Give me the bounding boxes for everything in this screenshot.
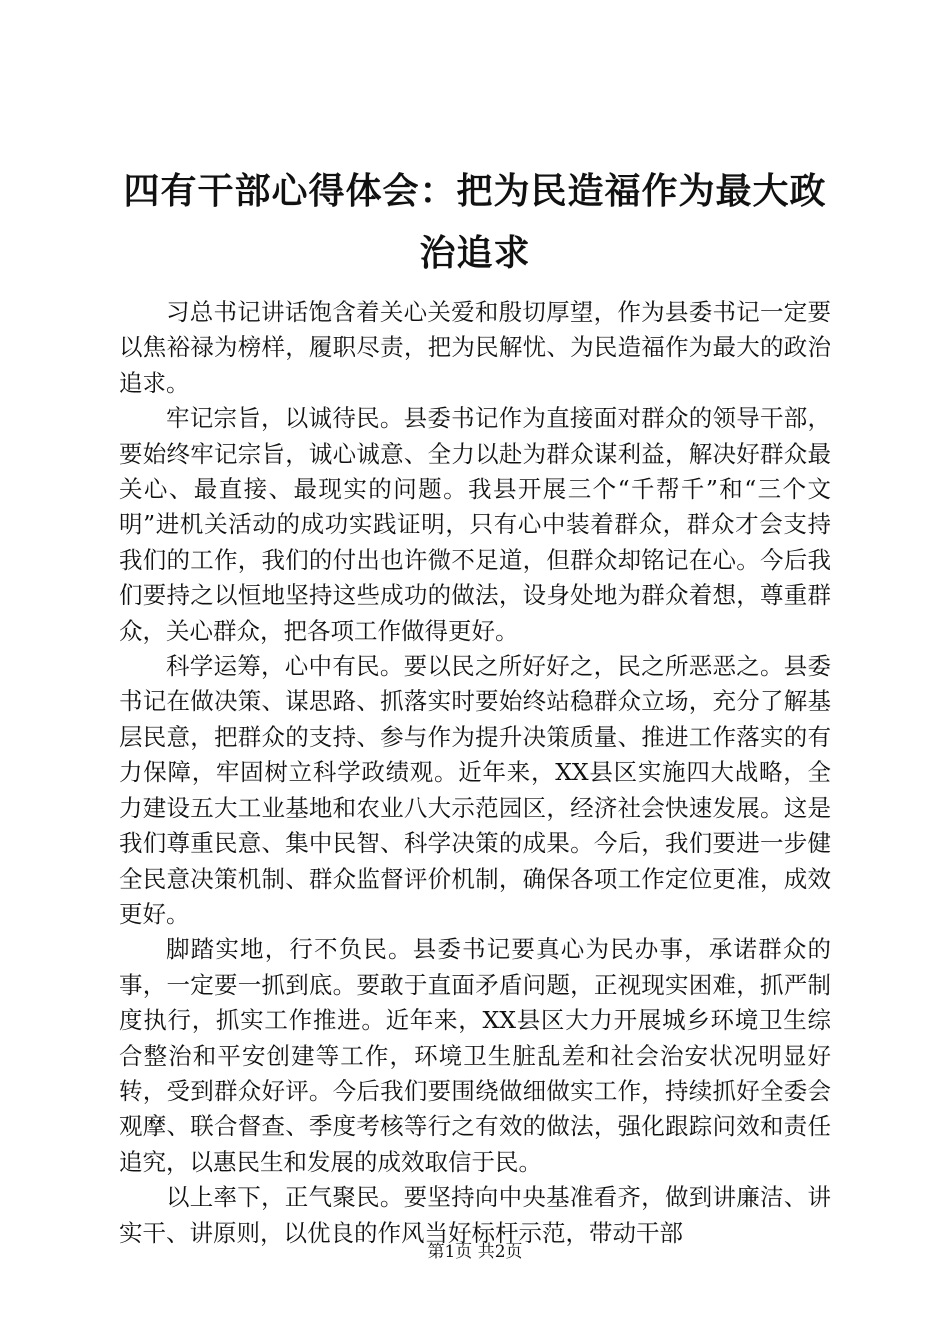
paragraph: 脚踏实地，行不负民。县委书记要真心为民办事，承诺群众的事，一定要一抓到底。要敢于直面矛盾问题，正视现实困难，抓严制度执行，抓实工作推进。近年来，XX县区大力开展城乡环境卫生综合整治和平安创建等工作，环境卫生脏乱差和社会治安状况明显好转，受到群众好评。今后我们要围绕做细做实工作，持续抓好全委会观摩、联合督查、季度考核等行之有效的做法，强化跟踪问效和责任追究，以惠民生和发展的成效取信于民。 (119, 935, 831, 1176)
paragraph: 牢记宗旨，以诚待民。县委书记作为直接面对群众的领导干部，要始终牢记宗旨，诚心诚意、全力以赴为群众谋利益，解决好群众最关心、最直接、最现实的问题。我县开展三个“千帮千”和“三个文明”进机关活动的成功实践证明，只有心中装着群众，群众才会支持我们的工作，我们的付出也许微不足道，但群众却铭记在心。今后我们要持之以恒地坚持这些成功的做法，设身处地为群众着想，尊重群众，关心群众，把各项工作做得更好。 (119, 404, 831, 645)
document-title: 四有干部心得体会：把为民造福作为最大政治追求 (123, 170, 827, 274)
paragraph: 以上率下，正气聚民。要坚持向中央基准看齐，做到讲廉洁、讲实干、讲原则，以优良的作风当好标杆示范，带动干部 (119, 1183, 831, 1247)
paragraph: 习总书记讲话饱含着关心关爱和殷切厚望，作为县委书记一定要以焦裕禄为榜样，履职尽责，把为民解忧、为民造福作为最大的政治追求。 (119, 298, 831, 397)
document-body (119, 295, 831, 1251)
paragraph: 科学运筹，心中有民。要以民之所好好之，民之所恶恶之。县委书记在做决策、谋思路、抓落实时要始终站稳群众立场，充分了解基层民意，把群众的支持、参与作为提升决策质量、推进工作落实的有力保障，牢固树立科学政绩观。近年来，XX县区实施四大战略，全力建设五大工业基地和农业八大示范园区，经济社会快速发展。这是我们尊重民意、集中民智、科学决策的成果。今后，我们要进一步健全民意决策机制、群众监督评价机制，确保各项工作定位更准，成效更好。 (119, 652, 831, 928)
page-number-footer: 第1页 共2页 (427, 1242, 523, 1262)
